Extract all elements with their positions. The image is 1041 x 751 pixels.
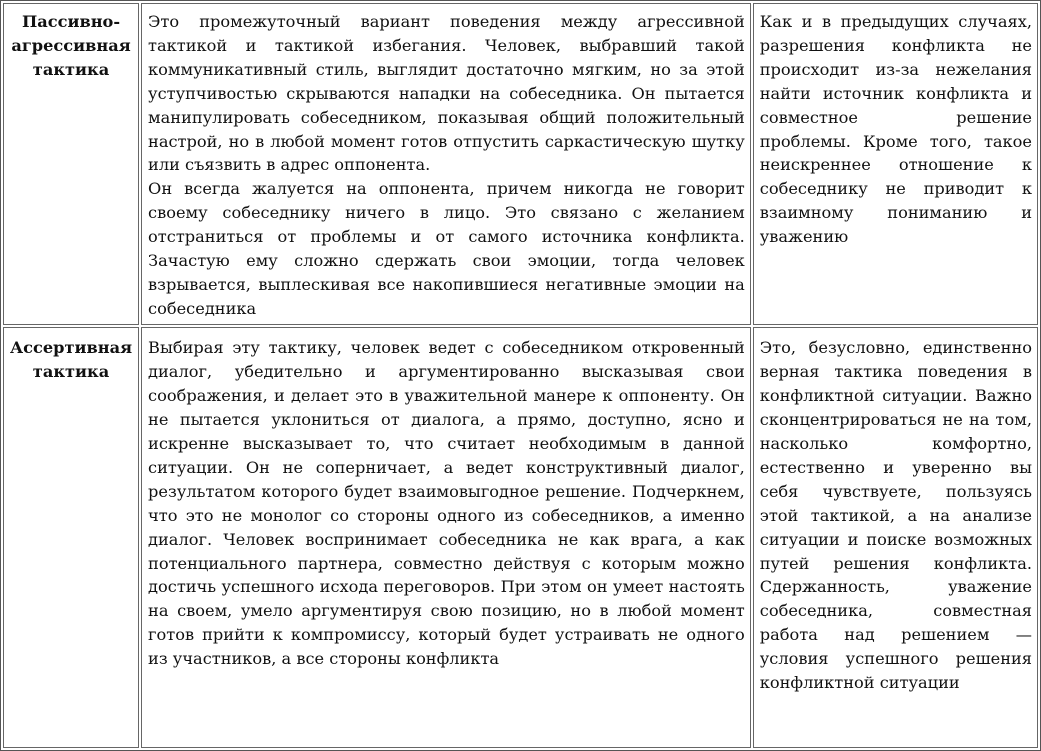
description-paragraph: Он всегда жалуется на оппонента, причем никогда не говорит своему собеседнику ничего в лицо. Это связано с желанием отстраниться от проблемы и от самого источника конфликта. Зачастую ему сложно сдержать свои эмоции, тогда человек взрывается, выплескивая все накопившиеся негативные эмоции на собеседника (148, 179, 745, 318)
tactic-result-cell (753, 327, 1038, 748)
tactic-name-line: тактика (32, 59, 110, 79)
table-row (3, 327, 1038, 748)
tactic-name-line: Пассивно- (21, 12, 121, 31)
result-text: Как и в предыдущих случаях, разрешения конфликта не происходит из-за нежелания найти источник конфликта и совместное решение проблемы. Кроме того, такое неискреннее отношение к собеседнику не приводит к взаимному пониманию и уважению (759, 12, 1032, 247)
tactic-name-cell (3, 3, 139, 325)
tactic-name-cell (3, 327, 139, 748)
tactic-name-line: тактика (32, 362, 110, 382)
tactic-result-cell (753, 3, 1038, 325)
table-row (3, 3, 1038, 325)
description-paragraph: Выбирая эту тактику, человек ведет с собеседником откровенный диалог, убедительно и аргументированно высказывая свои соображения, и делает это в уважительной манере к оппоненту. Он не пытается уклониться от диалога, а прямо, доступно, ясно и искренне высказывает то, что считает необходимым в данной ситуации. Он не соперничает, а ведет конструктивный диалог, результатом которого будет взаимовыгодное решение. Подчеркнем, что это не монолог со стороны одного из собеседников, а именно диалог. Человек воспринимает собеседника не как врага, а как потенциального партнера, совместно действуя с которым можно достичь успешного исхода переговоров. При этом он умеет настоять на своем, умело аргументируя свою позицию, но в любой момент готов прийти к компромиссу, который будет устраивать не одного из участников, а все стороны конфликта (148, 338, 745, 669)
description-paragraph: Это промежуточный вариант поведения между агрессивной тактикой и тактикой избегания. Человек, выбравший такой коммуникативный стиль, выглядит достаточно мягким, но за этой уступчивостью скрываются нападки на собеседника. Он пытается манипулировать собеседником, показывая общий положительный настрой, но в любой момент готов отпустить саркастическую шутку или съязвить в адрес оппонента. (148, 12, 745, 175)
tactic-name-line: агрессивная (11, 35, 131, 55)
tactic-description-cell (141, 3, 751, 325)
tactic-description-cell (141, 327, 751, 748)
result-text: Это, безусловно, единственно верная тактика поведения в конфликтной ситуации. Важно сконцентрироваться не на том, насколько комфортно, естественно и уверенно вы себя чувствуете, пользуясь этой тактикой, а на анализе ситуации и поиске возможных путей решения конфликта. Сдержанность, уважение собеседника, совместная работа над решением — условия успешного решения конфликтной ситуации (759, 338, 1032, 693)
tactic-name-line: Ассертивная (9, 338, 133, 358)
